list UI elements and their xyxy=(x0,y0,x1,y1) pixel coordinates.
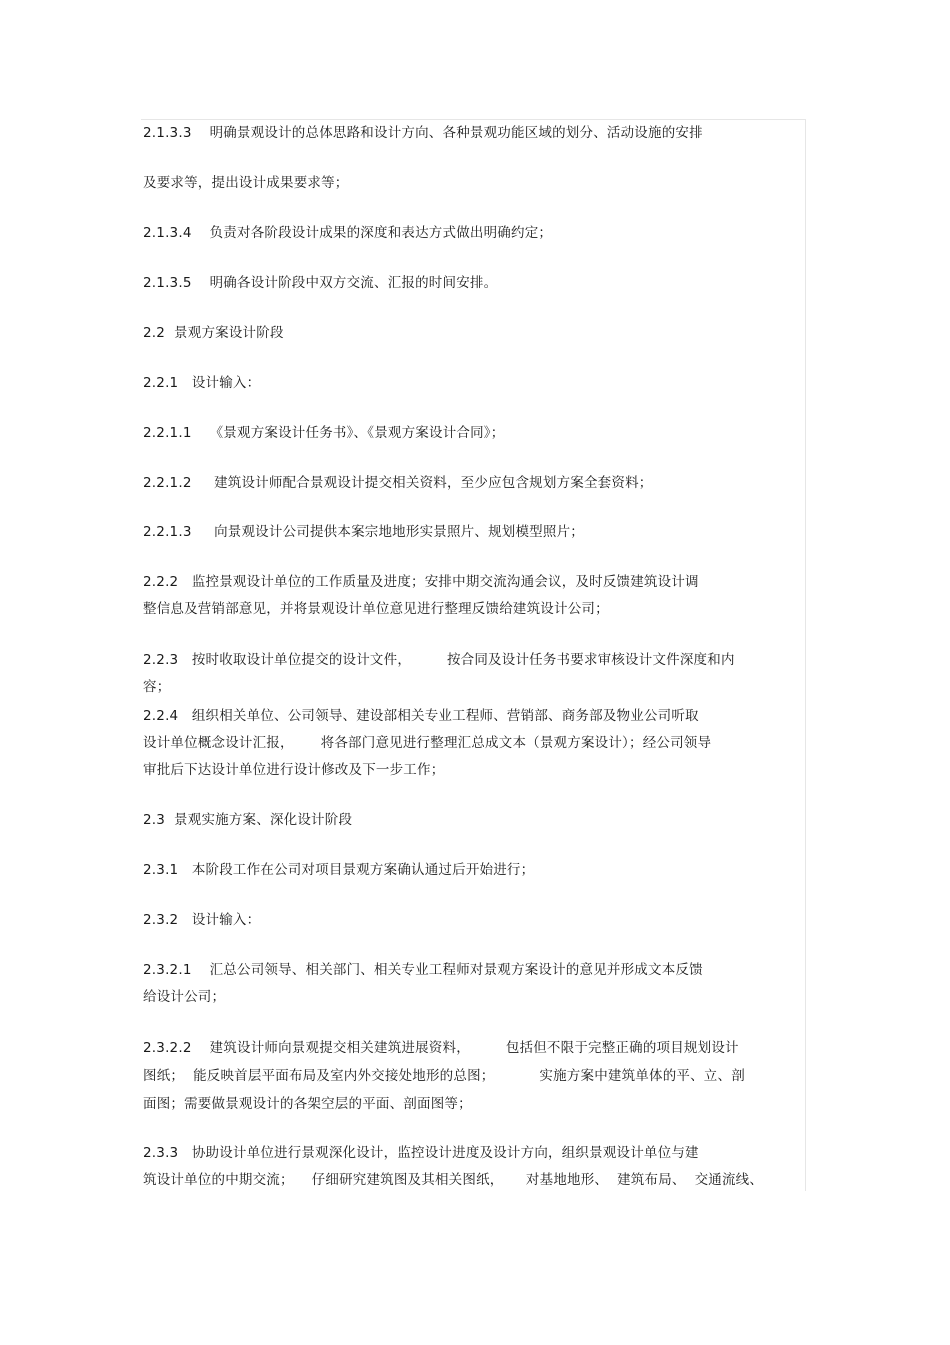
text-line-continuation: 面图；需要做景观设计的各架空层的平面、剖面图等； xyxy=(143,1096,472,1112)
text-line-2-3-3: 2.3.3 协助设计单位进行景观深化设计，监控设计进度及设计方向，组织景观设计单位与建 xyxy=(143,1145,699,1161)
text-line-2-2-2: 2.2.2 监控景观设计单位的工作质量及进度；安排中期交流沟通会议，及时反馈建筑设计调 xyxy=(143,574,699,590)
text-line-continuation: 整信息及营销部意见，并将景观设计单位意见进行整理反馈给建筑设计公司； xyxy=(143,601,609,617)
text-line-continuation: 图纸； 能反映首层平面布局及室内外交接处地形的总图； 实施方案中建筑单体的平、立、剖 xyxy=(143,1068,745,1084)
text-line-2-3-1: 2.3.1 本阶段工作在公司对项目景观方案确认通过后开始进行； xyxy=(143,862,535,878)
section-heading-2-3: 2.3 景观实施方案、深化设计阶段 xyxy=(143,812,353,828)
section-heading-2-2: 2.2 景观方案设计阶段 xyxy=(143,325,284,341)
text-line-2-3-2: 2.3.2 设计输入： xyxy=(143,912,261,928)
text-line-continuation: 筑设计单位的中期交流； 仔细研究建筑图及其相关图纸， 对基地地形、 建筑布局、 交通流线、 xyxy=(143,1172,764,1188)
text-line-continuation: 容； xyxy=(143,679,171,695)
text-line-2-2-4: 2.2.4 组织相关单位、公司领导、建设部相关专业工程师、营销部、商务部及物业公司听取 xyxy=(143,708,699,724)
text-line-2-1-3-3: 2.1.3.3 明确景观设计的总体思路和设计方向、各种景观功能区域的划分、活动设施的安排 xyxy=(143,125,703,141)
text-line-continuation: 审批后下达设计单位进行设计修改及下一步工作； xyxy=(143,762,445,778)
text-line-continuation: 设计单位概念设计汇报， 将各部门意见进行整理汇总成文本（景观方案设计）；经公司领导 xyxy=(143,735,712,751)
text-line-2-1-3-5: 2.1.3.5 明确各设计阶段中双方交流、汇报的时间安排。 xyxy=(143,275,498,291)
text-line-continuation: 给设计公司； xyxy=(143,989,226,1005)
text-line-2-2-1: 2.2.1 设计输入： xyxy=(143,375,261,391)
text-line-2-2-1-3: 2.2.1.3 向景观设计公司提供本案宗地地形实景照片、规划模型照片； xyxy=(143,524,584,540)
text-line-2-3-2-1: 2.3.2.1 汇总公司领导、相关部门、相关专业工程师对景观方案设计的意见并形成文本反馈 xyxy=(143,962,703,978)
text-line-2-1-3-4: 2.1.3.4 负责对各阶段设计成果的深度和表达方式做出明确约定； xyxy=(143,225,553,241)
text-line-2-2-3: 2.2.3 按时收取设计单位提交的设计文件， 按合同及设计任务书要求审核设计文件深度和内 xyxy=(143,652,735,668)
text-line-2-3-2-2: 2.3.2.2 建筑设计师向景观提交相关建筑进展资料， 包括但不限于完整正确的项目规划设计 xyxy=(143,1040,739,1056)
text-line-2-2-1-2: 2.2.1.2 建筑设计师配合景观设计提交相关资料，至少应包含规划方案全套资料； xyxy=(143,475,653,491)
text-line-2-2-1-1: 2.2.1.1 《景观方案设计任务书》、《景观方案设计合同》； xyxy=(143,425,505,441)
text-line-continuation: 及要求等，提出设计成果要求等； xyxy=(143,175,349,191)
